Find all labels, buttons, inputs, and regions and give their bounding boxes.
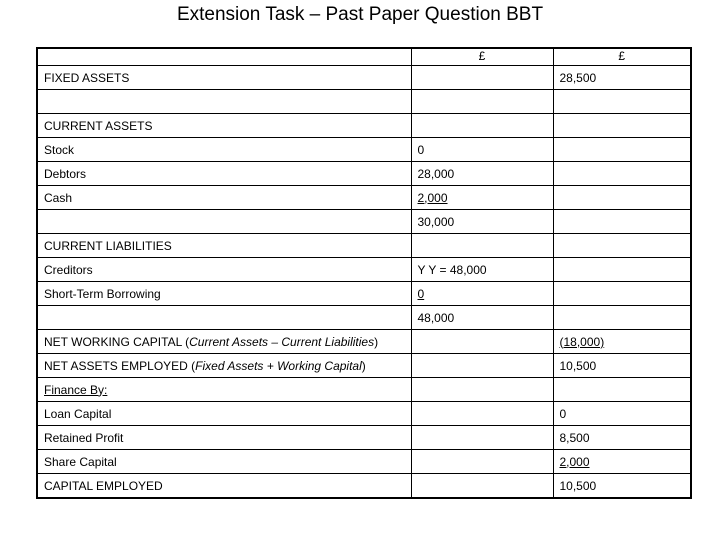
currency-header-col3: £ bbox=[553, 48, 691, 66]
row-current-liabilities bbox=[37, 234, 691, 258]
value-short-term-borrowing: 0 bbox=[411, 282, 553, 306]
value-stock: 0 bbox=[411, 138, 553, 162]
row-net-working-capital bbox=[37, 330, 691, 354]
row-debtors bbox=[37, 162, 691, 186]
row-blank-1 bbox=[37, 90, 691, 114]
row-cash bbox=[37, 186, 691, 210]
label-net-working-capital: NET WORKING CAPITAL (Current Assets – Current Liabilities) bbox=[37, 330, 411, 354]
label-stock: Stock bbox=[37, 138, 411, 162]
value-loan-capital: 0 bbox=[553, 402, 691, 426]
row-share-capital bbox=[37, 450, 691, 474]
row-short-term-borrowing bbox=[37, 282, 691, 306]
value-fixed-assets: 28,500 bbox=[553, 66, 691, 90]
row-loan-capital bbox=[37, 402, 691, 426]
row-fixed-assets bbox=[37, 66, 691, 90]
label-net-assets-employed: NET ASSETS EMPLOYED (Fixed Assets + Working Capital) bbox=[37, 354, 411, 378]
label-creditors: Creditors bbox=[37, 258, 411, 282]
row-finance-by bbox=[37, 378, 691, 402]
header-row bbox=[37, 48, 691, 66]
row-current-assets bbox=[37, 114, 691, 138]
header-blank-cell bbox=[37, 48, 411, 66]
label-share-capital: Share Capital bbox=[37, 450, 411, 474]
value-retained-profit: 8,500 bbox=[553, 426, 691, 450]
value-current-liabilities-total: 48,000 bbox=[411, 306, 553, 330]
value-net-assets-employed: 10,500 bbox=[553, 354, 691, 378]
value-net-working-capital: (18,000) bbox=[553, 330, 691, 354]
label-debtors: Debtors bbox=[37, 162, 411, 186]
label-short-term-borrowing: Short-Term Borrowing bbox=[37, 282, 411, 306]
row-net-assets-employed bbox=[37, 354, 691, 378]
currency-header-col2: £ bbox=[411, 48, 553, 66]
value-cash: 2,000 bbox=[411, 186, 553, 210]
row-retained-profit bbox=[37, 426, 691, 450]
label-cash: Cash bbox=[37, 186, 411, 210]
value-creditors: Y Y = 48,000 bbox=[411, 258, 553, 282]
label-current-liabilities: CURRENT LIABILITIES bbox=[37, 234, 411, 258]
page-title: Extension Task – Past Paper Question BBT bbox=[176, 4, 544, 25]
row-capital-employed bbox=[37, 474, 691, 499]
row-current-liabilities-total bbox=[37, 306, 691, 330]
label-finance-by: Finance By: bbox=[37, 378, 411, 402]
label-loan-capital: Loan Capital bbox=[37, 402, 411, 426]
balance-sheet-table bbox=[36, 47, 692, 499]
row-current-assets-total bbox=[37, 210, 691, 234]
label-current-assets: CURRENT ASSETS bbox=[37, 114, 411, 138]
label-fixed-assets: FIXED ASSETS bbox=[37, 66, 411, 90]
value-current-assets-total: 30,000 bbox=[411, 210, 553, 234]
value-debtors: 28,000 bbox=[411, 162, 553, 186]
label-capital-employed: CAPITAL EMPLOYED bbox=[37, 474, 411, 499]
row-stock bbox=[37, 138, 691, 162]
value-capital-employed: 10,500 bbox=[553, 474, 691, 499]
row-creditors bbox=[37, 258, 691, 282]
value-share-capital: 2,000 bbox=[553, 450, 691, 474]
label-retained-profit: Retained Profit bbox=[37, 426, 411, 450]
